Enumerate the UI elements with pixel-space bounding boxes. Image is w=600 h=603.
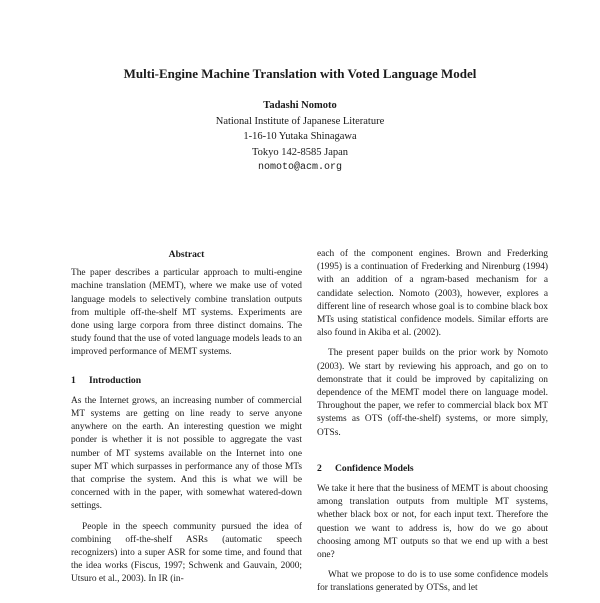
section-title: Introduction <box>89 374 142 386</box>
author-name: Tadashi Nomoto <box>263 100 337 111</box>
author-email: nomoto@acm.org <box>257 162 342 173</box>
section-title: Confidence Models <box>335 462 414 474</box>
author-affiliation: National Institute of Japanese Literature <box>215 115 385 127</box>
right-paragraph-1: each of the component engines. Brown and Frederking (1995) is a continuation of Frederking and Nirenburg (1994) with an addition of a ngram-based mechanism for a candidate selection. Nomoto (2003), however, explores a different line of research whose goal is to combine black box MTs using statistical confidence models. Similar efforts are also found in Akiba et al. (2002). <box>317 249 548 339</box>
section-number: 1 <box>71 374 76 386</box>
right-paragraph-2: The present paper builds on the prior work by Nomoto (2003). We start by reviewing his approach, and go on to demonstrate that it could be improved by capitalizing on dependence of the MEMT model there on language model. Throughout the paper, we refer to commercial black box MT systems as OTS (off-the-shelf) systems, or more simply, OTSs. <box>317 348 548 438</box>
confidence-paragraph-1: We take it here that the business of MEMT is about choosing among translation outputs from multiple MT systems, whether black box or not, for each input text. Therefore the question we want to address is, how do we go about choosing among MT outputs so that we end up with a best one? <box>317 484 548 561</box>
section-heading-introduction <box>71 374 302 387</box>
right-column <box>317 248 548 603</box>
section-number: 2 <box>317 462 322 474</box>
abstract-text: The paper describes a particular approach to multi-engine machine translation (MEMT), where we make use of voted language models to selectively combine translation outputs from multiple off-the-shelf MT systems. Experiments are done using large corpora from three distinct domains. The study found that the use of voted language models leads to an improved performance of MEMT systems. <box>71 268 302 358</box>
intro-paragraph-2: People in the speech community pursued the idea of combining off-the-shelf ASRs (automatic speech recognizers) into a super ASR for some time, and found that the idea works (Fiscus, 1997; Schwenk and Gauvain, 2000; Utsuro et al., 2003). In IR (in- <box>71 521 302 585</box>
section-heading-confidence-models <box>317 462 548 475</box>
left-column <box>71 248 302 594</box>
author-address-line-2: Tokyo 142-8585 Japan <box>251 146 349 158</box>
intro-paragraph-1: As the Internet grows, an increasing number of commercial MT systems are getting on line ready to serve anyone anywhere on the earth. An interesting question we might ponder is whether it is not possible to aggregate the vast number of MT systems available on the Internet into one super MT which surpasses in performance any of those MTs that comprise the system. And this is what we will be concerned with in the paper, with somewhat watered-down settings. <box>71 395 302 512</box>
author-block <box>0 98 600 176</box>
paper-title: Multi-Engine Machine Translation with Voted Language Model <box>123 66 477 81</box>
abstract-heading: Abstract <box>168 249 205 260</box>
author-address-line-1: 1-16-10 Yutaka Shinagawa <box>243 131 357 142</box>
confidence-paragraph-2: What we propose to do is to use some confidence models for translations generated by OTSs, and let <box>317 570 548 594</box>
